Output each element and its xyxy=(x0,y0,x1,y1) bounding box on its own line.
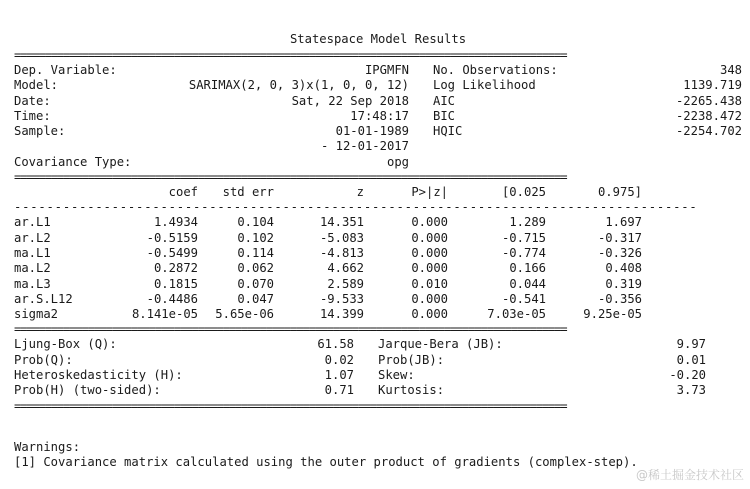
diagnostic-row xyxy=(14,383,742,398)
header-value-2 xyxy=(583,155,742,170)
header-label-2: HQIC xyxy=(433,124,463,139)
table-row xyxy=(14,292,742,307)
diagnostic-row xyxy=(14,368,742,383)
diagnostic-value-2: 9.97 xyxy=(676,337,706,352)
diagnostic-value: 1.07 xyxy=(324,368,354,383)
table-cell: 14.351 xyxy=(319,215,364,230)
header-value: - 12-01-2017 xyxy=(320,139,409,154)
table-cell: 0.166 xyxy=(509,261,546,276)
column-header: coef xyxy=(168,185,198,200)
header-value-2: 348 xyxy=(719,63,742,77)
table-row xyxy=(14,246,742,261)
table-cell: 0.1815 xyxy=(153,276,198,291)
column-header xyxy=(14,185,112,200)
table-cell: 0.070 xyxy=(237,276,274,291)
table-cell: -0.317 xyxy=(597,230,642,245)
table-cell: 0.000 xyxy=(411,245,448,260)
table-row xyxy=(14,231,742,246)
model-summary xyxy=(14,32,742,470)
table-cell: -0.5499 xyxy=(146,245,198,260)
param-name: ar.S.L12 xyxy=(14,291,73,306)
header-label: Dep. Variable: xyxy=(14,63,117,77)
diagnostic-row xyxy=(14,337,742,352)
table-cell: 4.662 xyxy=(327,261,364,276)
table-cell: 5.65e-06 xyxy=(215,307,274,322)
header-value: SARIMAX(2, 0, 3)x(1, 0, 0, 12) xyxy=(188,78,409,93)
diagnostic-label-2: Prob(JB): xyxy=(378,352,445,367)
table-cell: 2.589 xyxy=(327,276,364,291)
table-cell: 0.062 xyxy=(237,261,274,276)
table-cell: 0.010 xyxy=(411,276,448,291)
table-cell: -0.356 xyxy=(597,291,642,306)
header-label-2 xyxy=(409,139,583,154)
table-cell: 0.000 xyxy=(411,307,448,322)
param-name: ma.L2 xyxy=(14,261,51,276)
diagnostic-value: 61.58 xyxy=(317,337,354,352)
header-block xyxy=(14,63,742,170)
header-value-2: -2254.702 xyxy=(675,124,742,139)
table-cell: 1.697 xyxy=(605,215,642,230)
table-cell: 9.25e-05 xyxy=(583,307,642,322)
param-name: sigma2 xyxy=(14,307,59,322)
table-cell: 0.408 xyxy=(605,261,642,276)
column-header: z xyxy=(356,185,364,200)
warnings-heading: Warnings: xyxy=(14,439,81,454)
rule-double: ========================================================================================== xyxy=(14,322,567,337)
table-cell: -0.326 xyxy=(597,245,642,260)
table-cell: -9.533 xyxy=(319,291,364,306)
diagnostic-value: 0.71 xyxy=(324,383,354,398)
header-label-2: Log Likelihood xyxy=(433,78,536,93)
diagnostic-label: Prob(H) (two-sided): xyxy=(14,383,161,398)
header-label: Model: xyxy=(14,78,59,93)
header-value: Sat, 22 Sep 2018 xyxy=(291,93,409,108)
table-row xyxy=(14,261,742,276)
header-value: IPGMFN xyxy=(364,63,409,77)
table-cell: 0.000 xyxy=(411,215,448,230)
header-value-2: -2265.438 xyxy=(675,93,742,108)
table-cell: 0.104 xyxy=(237,215,274,230)
header-label: Time: xyxy=(14,108,51,123)
column-header: [0.025 xyxy=(501,185,546,200)
diagnostic-label: Prob(Q): xyxy=(14,352,73,367)
diagnostics-block xyxy=(14,337,742,398)
table-row xyxy=(14,215,742,230)
diagnostic-value-2: -0.20 xyxy=(669,368,706,383)
header-label-2: No. Observations: xyxy=(433,63,558,77)
column-header: P>|z| xyxy=(411,185,448,200)
diagnostic-row xyxy=(14,353,742,368)
column-header: std err xyxy=(222,185,274,200)
table-cell: 0.114 xyxy=(237,245,274,260)
header-label-2: BIC xyxy=(433,108,456,123)
table-cell: -0.4486 xyxy=(146,291,198,306)
summary-title: Statespace Model Results xyxy=(289,32,467,46)
table-cell: 8.141e-05 xyxy=(131,307,198,322)
coef-table-body xyxy=(14,215,742,322)
header-label: Date: xyxy=(14,93,51,108)
table-cell: 0.000 xyxy=(411,261,448,276)
header-value-2: -2238.472 xyxy=(675,108,742,123)
table-row xyxy=(14,307,742,322)
table-cell: 7.03e-05 xyxy=(487,307,546,322)
param-name: ar.L1 xyxy=(14,215,51,230)
table-cell: -0.541 xyxy=(501,291,546,306)
param-name: ma.L3 xyxy=(14,276,51,291)
rule-double: ========================================================================================== xyxy=(14,48,567,62)
table-cell: 1.289 xyxy=(509,215,546,230)
table-cell: -5.083 xyxy=(319,230,364,245)
header-row xyxy=(14,78,742,93)
table-cell: 0.319 xyxy=(605,276,642,291)
diagnostic-label-2: Skew: xyxy=(378,368,415,383)
header-value: 17:48:17 xyxy=(350,108,409,123)
diagnostic-label: Heteroskedasticity (H): xyxy=(14,368,183,383)
table-cell: 14.399 xyxy=(319,307,364,322)
header-row xyxy=(14,63,742,78)
header-row xyxy=(14,139,742,154)
param-name: ar.L2 xyxy=(14,230,51,245)
rule-double: ========================================================================================== xyxy=(14,170,567,185)
table-cell: -0.715 xyxy=(501,230,546,245)
table-cell: 0.102 xyxy=(237,230,274,245)
table-cell: 0.000 xyxy=(411,291,448,306)
diagnostic-label: Ljung-Box (Q): xyxy=(14,337,117,352)
rule-dashed: ------------------------------------------------------------------------------------ xyxy=(14,200,698,215)
diagnostic-value-2: 0.01 xyxy=(676,352,706,367)
header-value-2 xyxy=(583,139,742,154)
table-cell: -0.774 xyxy=(501,245,546,260)
watermark: @稀土掘金技术社区 xyxy=(635,468,744,482)
diagnostic-value: 0.02 xyxy=(324,352,354,367)
diagnostic-label-2: Kurtosis: xyxy=(378,383,445,398)
column-header: 0.975] xyxy=(597,185,642,200)
coef-table-header xyxy=(14,185,742,200)
diagnostic-label-2: Jarque-Bera (JB): xyxy=(378,337,503,352)
param-name: ma.L1 xyxy=(14,245,51,260)
table-cell: 0.2872 xyxy=(153,261,198,276)
table-cell: 0.044 xyxy=(509,276,546,291)
diagnostic-value-2: 3.73 xyxy=(676,383,706,398)
header-label: Sample: xyxy=(14,124,66,139)
header-label xyxy=(14,139,144,154)
header-label-2 xyxy=(409,155,583,170)
warning-item: [1] Covariance matrix calculated using the outer product of gradients (complex-step). xyxy=(14,454,638,469)
header-value: opg xyxy=(386,154,409,169)
header-label: Covariance Type: xyxy=(14,154,132,169)
header-row xyxy=(14,124,742,139)
header-row xyxy=(14,109,742,124)
rule-double: ========================================================================================== xyxy=(14,398,567,413)
table-row xyxy=(14,277,742,292)
table-cell: -4.813 xyxy=(319,245,364,260)
header-row xyxy=(14,94,742,109)
table-cell: 0.047 xyxy=(237,291,274,306)
table-cell: 1.4934 xyxy=(153,215,198,230)
table-cell: 0.000 xyxy=(411,230,448,245)
table-cell: -0.5159 xyxy=(146,230,198,245)
header-row xyxy=(14,155,742,170)
header-value-2: 1139.719 xyxy=(683,78,742,93)
header-label-2: AIC xyxy=(433,93,456,108)
header-value: 01-01-1989 xyxy=(335,124,409,139)
warnings-section xyxy=(14,440,742,471)
